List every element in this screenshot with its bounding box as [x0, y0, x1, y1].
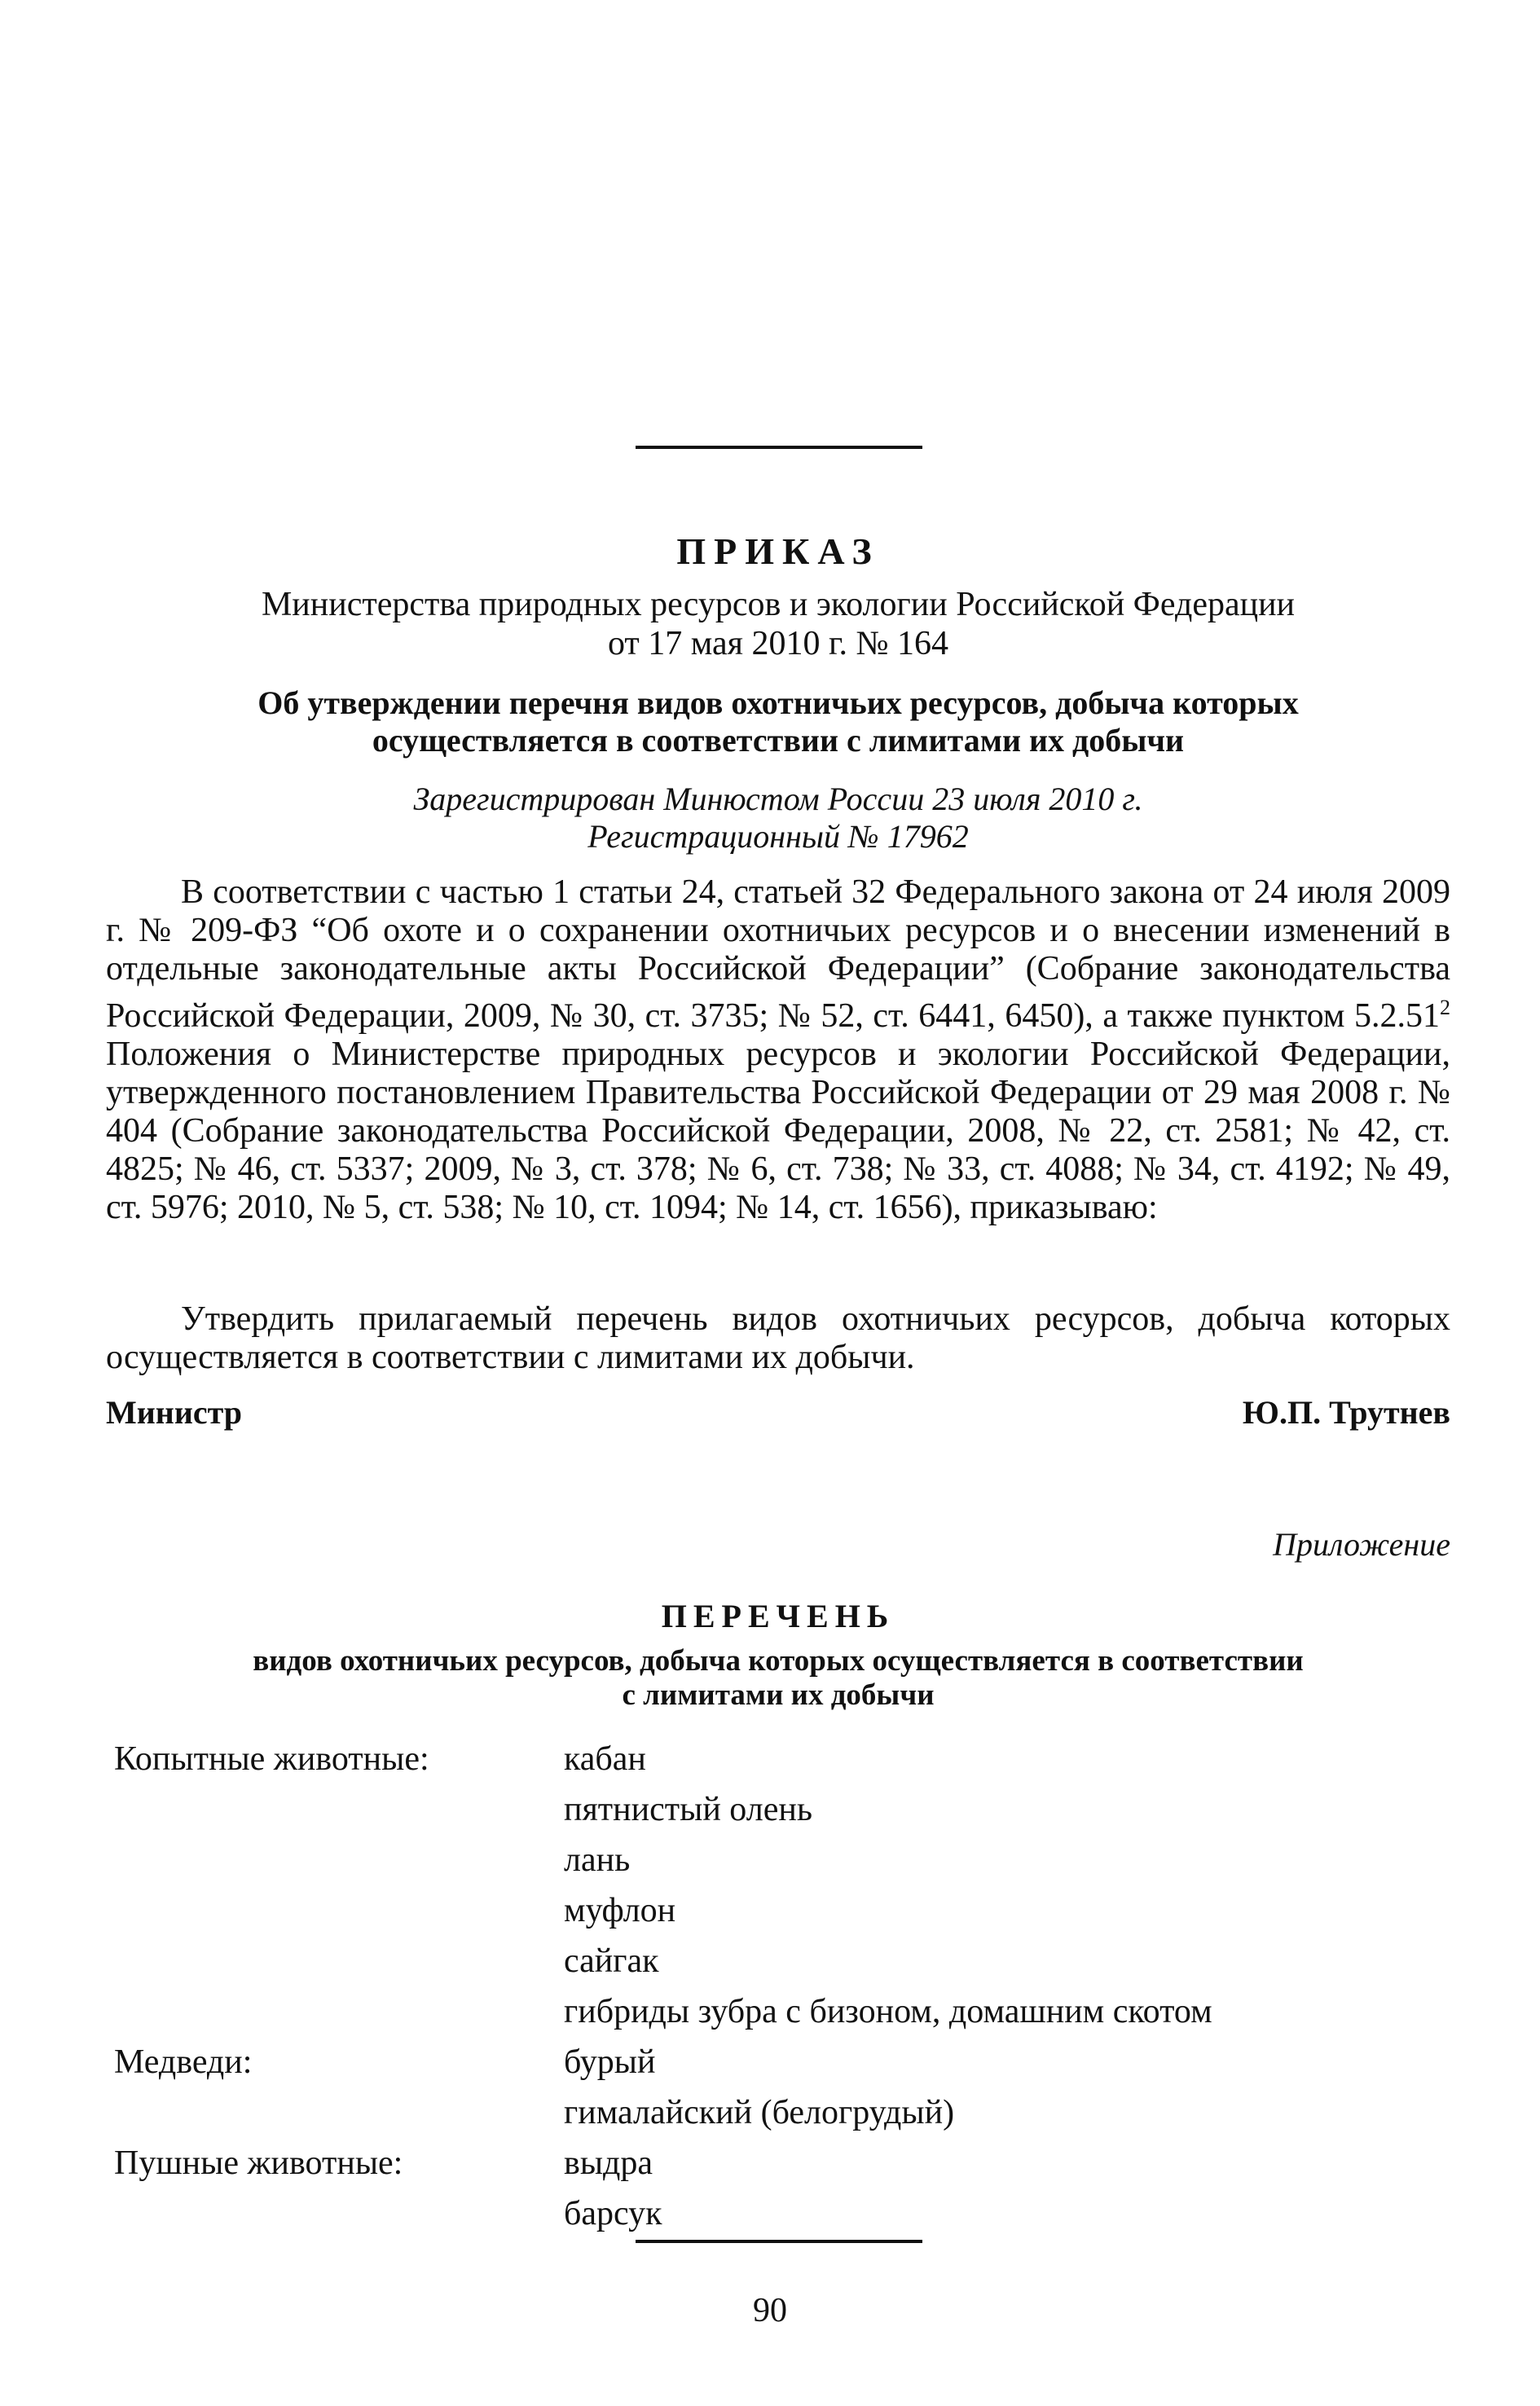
species-item: кабан	[564, 1740, 646, 1778]
species-item: муфлон	[564, 1892, 676, 1929]
species-item: гибриды зубра с бизоном, домашним скотом	[564, 1993, 1212, 2030]
species-group	[114, 2037, 1212, 2138]
registration-note	[106, 781, 1450, 856]
order-title: ПРИКАЗ	[676, 530, 880, 572]
signer-title: Министр	[106, 1394, 243, 1431]
group-label: Медведи:	[114, 2043, 253, 2081]
decision-paragraph: Утвердить прилагаемый перечень видов охотничьих ресурсов, добыча которых осуществляется в соответствии с лимитами их добычи.	[106, 1300, 1450, 1376]
species-item: пятнистый олень	[564, 1791, 812, 1828]
appendix-label: Приложение	[1273, 1526, 1450, 1563]
issuer-line: Министерства природных ресурсов и экологии Российской Федерации	[261, 586, 1296, 623]
species-item: барсук	[564, 2195, 662, 2232]
signature-block	[106, 1393, 1450, 1432]
list-subtitle-line: с лимитами их добычи	[622, 1678, 935, 1712]
top-divider	[636, 446, 922, 449]
species-item: лань	[564, 1841, 631, 1879]
order-preamble	[106, 873, 1450, 1227]
list-subtitle-line: видов охотничьих ресурсов, добыча которых осуществляется в соответствии	[253, 1644, 1304, 1678]
registration-line: Зарегистрирован Минюстом России 23 июля 2010 г.	[413, 781, 1143, 817]
species-group	[114, 1734, 1212, 2037]
order-decision	[106, 1300, 1450, 1377]
species-list	[114, 1734, 1212, 2239]
order-issuer	[106, 585, 1450, 663]
group-items	[564, 1734, 1212, 2037]
group-items	[564, 2037, 954, 2138]
preamble-paragraph: В соответствии с частью 1 статьи 24, статьей 32 Федерального закона от 24 июля 2009 г. № 209-ФЗ “Об охоте и о сохранении охотничьих ресурсов и о внесении изменений в отдельные законодательные акты Российской Федерации” (Собрание законодательства Российской Федерации, 2009, № 30, ст. 3735; № 52, ст. 6441, 6450), а также пунктом 5.2.51$^2$ Положения о Министерстве природных ресурсов и экологии Российской Федерации, утвержденного постановлением Правительства Российской Федерации от 29 мая 2008 г. № 404 (Собрание законодательства Российской Федерации, 2008, № 22, ст. 2581; № 42, ст. 4825; № 46, ст. 5337; 2009, № 3, ст. 378; № 6, ст. 738; № 33, ст. 4088; № 34, ст. 4192; № 49, ст. 5976; 2010, № 5, ст. 538; № 10, ст. 1094; № 14, ст. 1656), приказываю:	[106, 873, 1450, 1226]
footnote-superscript: 2	[1440, 996, 1450, 1019]
group-label: Копытные животные:	[114, 1740, 429, 1778]
page-number: 90	[753, 2292, 787, 2329]
registration-number: Регистрационный № 17962	[587, 818, 969, 855]
signer-name: Ю.П. Трутнев	[1242, 1394, 1450, 1431]
species-item: сайгак	[564, 1942, 659, 1980]
species-item: выдра	[564, 2144, 653, 2182]
list-subtitle	[106, 1644, 1450, 1713]
group-items	[564, 2138, 662, 2239]
group-label: Пушные животные:	[114, 2144, 403, 2182]
order-date-number: от 17 мая 2010 г. № 164	[607, 625, 949, 662]
species-item: бурый	[564, 2043, 656, 2081]
species-group	[114, 2138, 1212, 2239]
subject-line: осуществляется в соответствии с лимитами их добычи	[372, 722, 1185, 759]
bottom-divider	[636, 2240, 922, 2243]
species-item: гималайский (белогрудый)	[564, 2094, 955, 2131]
list-title: ПЕРЕЧЕНЬ	[661, 1598, 895, 1634]
subject-line: Об утверждении перечня видов охотничьих ресурсов, добыча которых	[257, 684, 1299, 721]
order-subject	[106, 684, 1450, 759]
